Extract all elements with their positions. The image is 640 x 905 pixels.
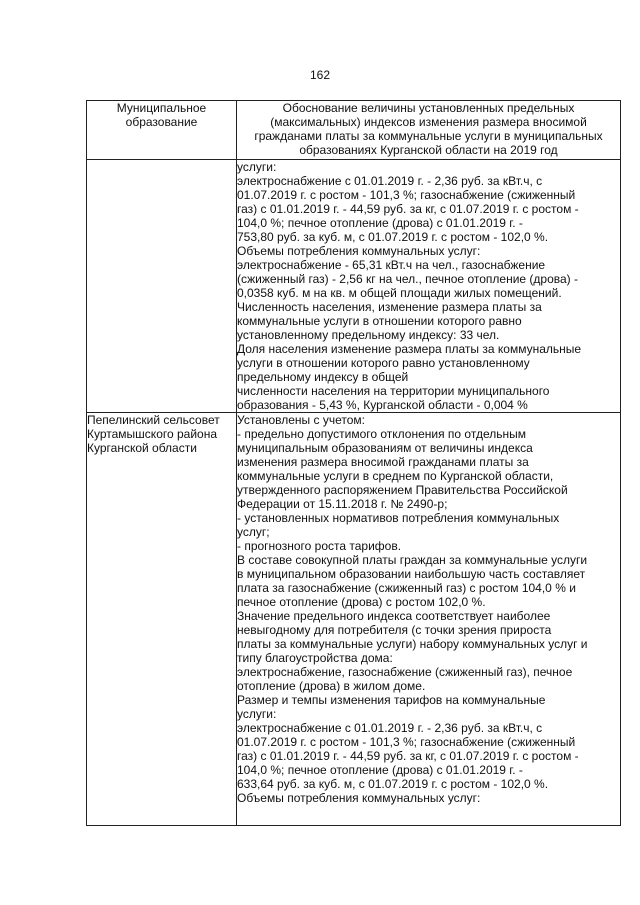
text-line: типу благоустройства дома: [237,651,393,665]
text-line: электроснабжение с 01.01.2019 г. - 2,36 руб. за кВт.ч, с [237,721,543,735]
justification-cell [237,160,621,413]
text-line: платы за коммунальные услуги) набору коммунальных услуг и [237,637,588,651]
page-number: 162 [309,68,331,82]
text-line: Объемы потребления коммунальных услуг: [237,244,481,258]
text-line: предельному индексу в общей [237,370,409,384]
text-line: - предельно допустимого отклонения по отдельным [237,427,526,441]
header-justification-line: Обоснование величины установленных предельных [282,101,575,115]
header-justification-line: (максимальных) индексов изменения размера вносимой [270,115,587,129]
text-line: изменения размера вносимой гражданами платы за [237,455,529,469]
header-municipality-line: Муниципальное [116,101,207,115]
text-line: услуг; [237,525,270,539]
text-line: невыгодному для потребителя (с точки зрения прироста [237,623,552,637]
text-line: электроснабжение, газоснабжение (сжиженный газ), печное [237,665,573,679]
text-line: муниципальным образованиям от величины индекса [237,441,533,455]
text-line: численности населения на территории муниципального [237,384,550,398]
text-line: газ) с 01.01.2019 г. - 44,59 руб. за кг, с 01.07.2019 г. с ростом - [237,202,579,216]
text-line: установленному предельному индексу: 33 чел. [237,328,500,342]
text-line: образования - 5,43 %, Курганской области - 0,004 % [237,398,528,412]
text-line: утвержденного распоряжением Правительства Российской [237,483,568,497]
text-line: газ) с 01.01.2019 г. - 44,59 руб. за кг, с 01.07.2019 г. с ростом - [237,749,579,763]
header-justification-line: гражданами платы за коммунальные услуги в муниципальных [254,129,603,143]
text-line: услуги: [237,707,277,721]
header-municipality-line: образование [125,115,198,129]
text-line: (сжиженный газ) - 2,56 кг на чел., печное отопление (дрова) - [237,272,578,286]
text-line: Установлены с учетом: [237,413,365,427]
text-line: плата за газоснабжение (сжиженный газ) с ростом 104,0 % и [237,581,576,595]
text-line: электроснабжение - 65,31 кВт.ч на чел., газоснабжение [237,258,546,272]
text-line: Куртамышского района [87,427,218,441]
text-line: 0,0358 куб. м на кв. м общей площади жилых помещений. [237,286,562,300]
text-line: печное отопление (дрова) с ростом 102,0 %. [237,595,486,609]
text-line: - прогнозного роста тарифов. [237,539,402,553]
text-line: электроснабжение с 01.01.2019 г. - 2,36 руб. за кВт.ч, с [237,174,543,188]
text-line: 01.07.2019 г. с ростом - 101,3 %; газоснабжение (сжиженный [237,735,576,749]
text-line: Объемы потребления коммунальных услуг: [237,791,481,805]
municipality-cell [87,160,237,413]
table-row [87,413,621,826]
text-line: отопление (дрова) в жилом доме. [237,679,426,693]
text-line: Значение предельного индекса соответствует наиболее [237,609,551,623]
justification-cell [237,413,621,826]
table-header-row [87,101,621,160]
header-municipality [87,101,237,160]
text-line: 753,80 руб. за куб. м, с 01.07.2019 г. с ростом - 102,0 %. [237,230,549,244]
text-line: Размер и темпы изменения тарифов на коммунальные [237,693,546,707]
text-line: 01.07.2019 г. с ростом - 101,3 %; газоснабжение (сжиженный [237,188,576,202]
header-justification [237,101,621,160]
text-line: услуги в отношении которого равно установленному [237,356,530,370]
text-line: Доля населения изменение размера платы за коммунальные [237,342,582,356]
municipality-cell [87,413,237,826]
text-line: 104,0 %; печное отопление (дрова) с 01.01.2019 г. - [237,763,523,777]
text-line: услуги: [237,160,277,174]
text-line: 633,64 руб. за куб. м, с 01.07.2019 г. с ростом - 102,0 %. [237,777,549,791]
text-line: в муниципальном образовании наибольшую часть составляет [237,567,586,581]
header-justification-line: образованиях Курганской области на 2019 год [299,143,558,157]
text-line: Численность населения, изменение размера платы за [237,300,542,314]
text-line: Курганской области [87,441,197,455]
text-line: Федерации от 15.11.2018 г. № 2490-р; [237,497,448,511]
text-line: 104,0 %; печное отопление (дрова) с 01.01.2019 г. - [237,216,523,230]
text-line: Пепелинский сельсовет [87,413,220,427]
index-justification-table [86,100,621,826]
text-line: - установленных нормативов потребления коммунальных [237,511,560,525]
text-line: В составе совокупной платы граждан за коммунальные услуги [237,553,588,567]
table-row [87,160,621,413]
text-line: коммунальные услуги в среднем по Курганской области, [237,469,554,483]
text-line: коммунальные услуги в отношении которого равно [237,314,522,328]
